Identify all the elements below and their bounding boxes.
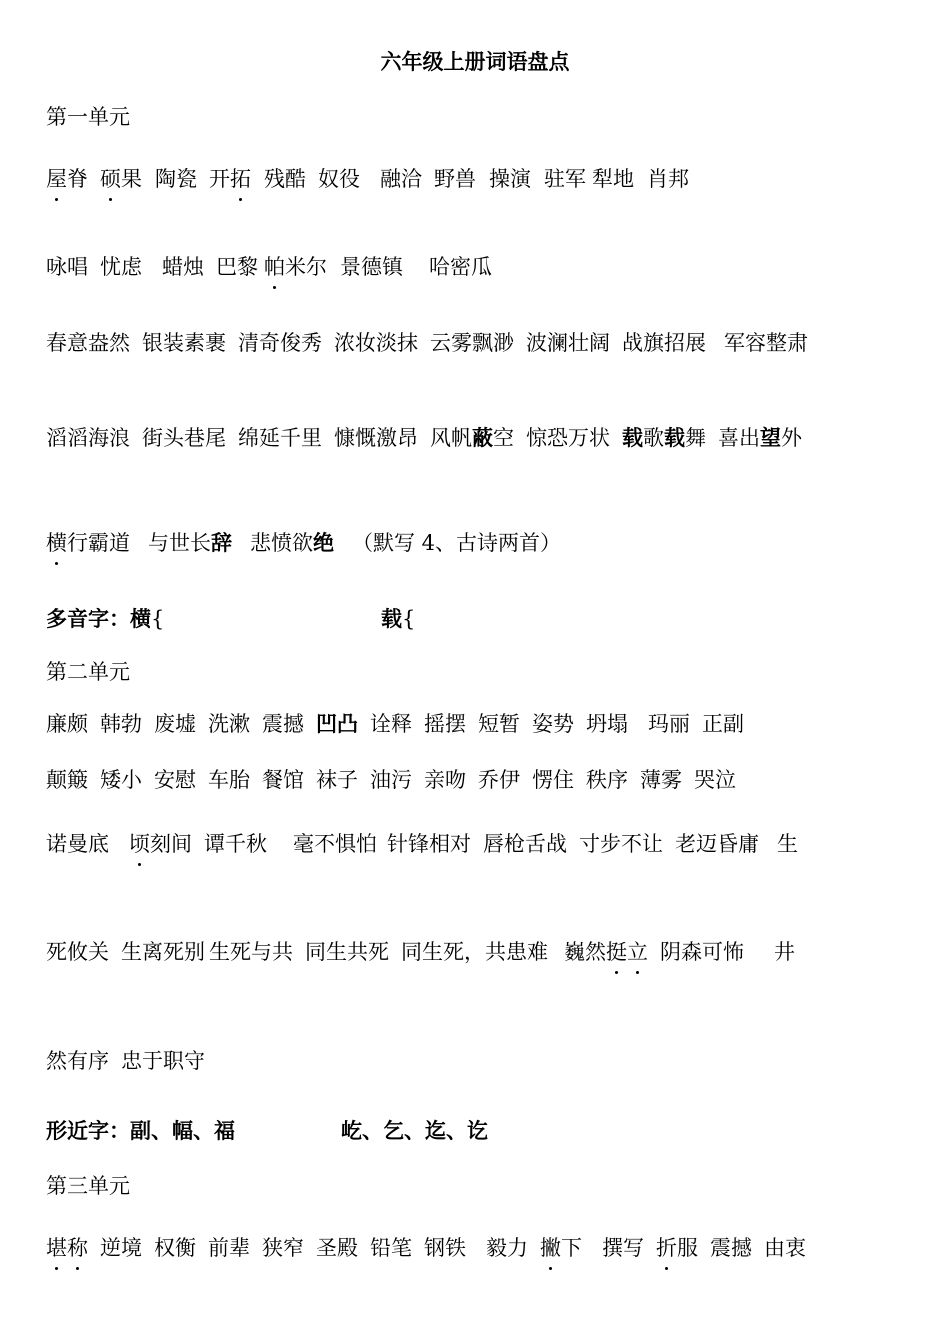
highlight-char: 载 (664, 425, 685, 450)
vocab-char: 空 (493, 426, 514, 450)
vocab-idiom: 滔滔海浪 (46, 426, 130, 450)
vocab-word: 狭窄 (262, 1236, 304, 1260)
vocab-word: 诺曼底 (46, 832, 109, 856)
dotted-char: 横 (46, 527, 67, 557)
vocab-char: 行霸道 (67, 531, 130, 555)
unit2-vocab-row1 (46, 708, 744, 738)
dotted-char: 折 (656, 1232, 677, 1262)
vocab-word: 然有序 (46, 1049, 109, 1073)
vocab-idiom: 绵延千里 (238, 426, 322, 450)
vocab-idiom: 寸步不让 (579, 832, 663, 856)
vocab-word: 景德镇 (340, 255, 403, 279)
vocab-word: 坍塌 (586, 712, 628, 736)
vocab-word: 姿势 (532, 712, 574, 736)
similar-chars-group2: 屹、乞、迄、讫 (341, 1118, 488, 1143)
vocab-word: 犁地 (592, 167, 634, 191)
unit2-vocab-row5 (46, 1045, 205, 1075)
vocab-word: 圣殿 (316, 1236, 358, 1260)
vocab-char: 外 (781, 426, 802, 450)
vocab-word: 薄雾 (640, 768, 682, 792)
polyphone-char: 载 (381, 606, 402, 631)
unit2-vocab-row3 (46, 828, 798, 858)
vocab-word: 权衡 (154, 1236, 196, 1260)
vocab-word: 玛丽 (648, 712, 690, 736)
vocab-word: 颠簸 (46, 768, 88, 792)
vocab-idiom: 街头巷尾 (142, 426, 226, 450)
dotted-char: 称 (67, 1232, 88, 1262)
vocab-word: 餐馆 (262, 768, 304, 792)
vocab-word: 亲吻 (424, 768, 466, 792)
vocab-char: 下 (561, 1236, 582, 1260)
vocab-char: 脊 (67, 167, 88, 191)
vocab-idiom: 清奇俊秀 (238, 331, 322, 355)
unit2-vocab-row2 (46, 764, 736, 794)
dotted-char: 撇 (540, 1232, 561, 1262)
dotted-char: 挺 (606, 936, 627, 966)
dotted-char: 拓 (230, 163, 251, 193)
vocab-word: 摇摆 (424, 712, 466, 736)
vocab-idiom: 春意盎然 (46, 331, 130, 355)
vocab-idiom: 阴森可怖 (660, 940, 744, 964)
vocab-word: 安慰 (154, 768, 196, 792)
vocab-idiom: 浓妆淡抹 (334, 331, 418, 355)
vocab-word: 乔伊 (478, 768, 520, 792)
vocab-word: 咏唱 (46, 255, 88, 279)
highlight-char: 辞 (211, 530, 232, 555)
vocab-idiom: 忠于职守 (121, 1049, 205, 1073)
vocab-word: 矮小 (100, 768, 142, 792)
vocab-char: 与世长 (148, 531, 211, 555)
vocab-word: 正副 (702, 712, 744, 736)
vocab-word: 诠释 (370, 712, 412, 736)
unit3-vocab-row1 (46, 1232, 806, 1262)
vocab-word: 廉颇 (46, 712, 88, 736)
dotted-char: 堪 (46, 1232, 67, 1262)
vocab-word: 陶瓷 (155, 167, 197, 191)
unit1-vocab-row1 (46, 163, 689, 193)
unit1-vocab-row5 (46, 527, 561, 557)
vocab-word: 逆境 (100, 1236, 142, 1260)
vocab-idiom: 死攸关 (46, 940, 109, 964)
unit1-heading: 第一单元 (46, 105, 130, 129)
polyphone-row (46, 603, 164, 633)
vocab-word: 毅力 (486, 1236, 528, 1260)
polyphone-char2 (381, 603, 415, 633)
vocab-char: 服 (677, 1236, 698, 1260)
vocab-word: 洗漱 (208, 712, 250, 736)
dictation-note: （默写 4、古诗两首） (352, 531, 562, 555)
unit1-vocab-row2 (46, 251, 492, 281)
vocab-word: 撰写 (602, 1236, 644, 1260)
vocab-idiom: 针锋相对 (387, 832, 471, 856)
vocab-char: 风帆 (430, 426, 472, 450)
page-title: 六年级上册词语盘点 (380, 49, 570, 74)
vocab-char: 歌 (643, 426, 664, 450)
vocab-char: 刻间 (150, 832, 192, 856)
vocab-idiom: 惊恐万状 (526, 426, 610, 450)
vocab-char: 生 (777, 832, 798, 856)
vocab-idiom: 银装素裹 (142, 331, 226, 355)
unit3-heading: 第三单元 (46, 1174, 130, 1198)
vocab-word: 残酷 (264, 167, 306, 191)
unit2-heading: 第二单元 (46, 660, 130, 684)
vocab-word: 忧虑 (100, 255, 142, 279)
vocab-word: 谭千秋 (204, 832, 267, 856)
vocab-idiom: 生死与共 (209, 940, 293, 964)
vocab-word: 前辈 (208, 1236, 250, 1260)
highlight-char: 蔽 (472, 425, 493, 450)
vocab-char: 井 (774, 940, 795, 964)
similar-chars-row: 形近字：副、幅、福 (46, 1118, 235, 1143)
highlight-char: 绝 (313, 530, 334, 555)
vocab-word: 愣住 (532, 768, 574, 792)
vocab-word: 肖邦 (647, 167, 689, 191)
vocab-word: 铅笔 (370, 1236, 412, 1260)
brace: { (402, 607, 416, 631)
vocab-idiom: 同生共死 (305, 940, 389, 964)
vocab-word: 驻军 (544, 167, 586, 191)
vocab-char: 果 (121, 167, 142, 191)
highlight-char: 载 (622, 425, 643, 450)
vocab-word: 废墟 (154, 712, 196, 736)
vocab-word: 哈密瓜 (429, 255, 492, 279)
vocab-word: 巴黎 (216, 255, 258, 279)
vocab-word: 野兽 (434, 167, 476, 191)
vocab-idiom: 老迈昏庸 (675, 832, 759, 856)
vocab-word: 震撼 (262, 712, 304, 736)
vocab-word: 秩序 (586, 768, 628, 792)
vocab-char: 舞 (685, 426, 706, 450)
dotted-char: 顷 (129, 828, 150, 858)
polyphone-label: 多音字：横 (46, 606, 151, 631)
dotted-char: 立 (627, 936, 648, 966)
vocab-idiom: 慷慨激昂 (334, 426, 418, 450)
vocab-word: 短暂 (478, 712, 520, 736)
vocab-word: 融洽 (380, 167, 422, 191)
vocab-word: 袜子 (316, 768, 358, 792)
vocab-idiom: 波澜壮阔 (526, 331, 610, 355)
vocab-word: 钢铁 (424, 1236, 466, 1260)
dotted-char: 硕 (100, 163, 121, 193)
dotted-char: 屋 (46, 163, 67, 193)
vocab-char: 巍然 (564, 940, 606, 964)
vocab-char: 开 (209, 167, 230, 191)
vocab-word: 车胎 (208, 768, 250, 792)
vocab-idiom: 军容整肃 (724, 331, 808, 355)
vocab-word: 蜡烛 (162, 255, 204, 279)
brace: { (151, 607, 165, 631)
vocab-word: 震撼 (710, 1236, 752, 1260)
unit1-vocab-row3 (46, 327, 808, 357)
vocab-idiom: 云雾飘渺 (430, 331, 514, 355)
vocab-idiom: 生离死别 (121, 940, 205, 964)
vocab-word: 韩勃 (100, 712, 142, 736)
vocab-char: 米尔 (285, 255, 327, 279)
vocab-idiom: 战旗招展 (622, 331, 706, 355)
unit2-vocab-row4 (46, 936, 795, 966)
vocab-word: 奴役 (318, 167, 360, 191)
vocab-word: 油污 (370, 768, 412, 792)
vocab-idiom: 毫不惧怕 (293, 832, 377, 856)
highlight-word: 凹凸 (316, 711, 358, 736)
vocab-word: 哭泣 (694, 768, 736, 792)
vocab-idiom: 唇枪舌战 (483, 832, 567, 856)
vocab-phrase: 同生死，共患难 (401, 940, 548, 964)
vocab-word: 由衷 (764, 1236, 806, 1260)
dotted-char: 帕 (264, 251, 285, 281)
vocab-char: 喜出 (718, 426, 760, 450)
vocab-char: 悲愤欲 (250, 531, 313, 555)
vocab-word: 操演 (489, 167, 531, 191)
highlight-char: 望 (760, 425, 781, 450)
unit1-vocab-row4 (46, 422, 802, 452)
